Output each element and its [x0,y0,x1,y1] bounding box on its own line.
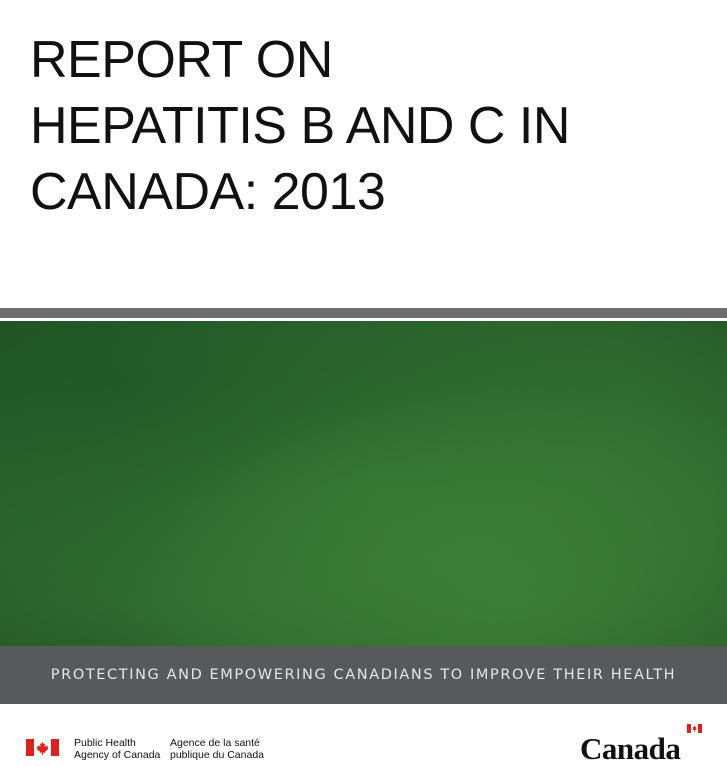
footer [0,704,727,767]
report-title [30,27,720,225]
canada-flag-icon [26,739,59,756]
wordmark-flag-icon [687,724,702,733]
agency-name-english [74,737,160,761]
agency-en-line-2: Agency of Canada [74,749,161,761]
agency-name-french [170,737,264,761]
report-title-line-3: CANADA: 2013 [30,163,386,221]
agency-fr-line-1: Agence de la santé [170,737,260,749]
agency-en-line-1: Public Health [74,737,136,749]
canada-wordmark-text: Canada [580,731,681,766]
report-title-line-2: HEPATITIS B AND C IN [30,97,570,155]
tagline-text: PROTECTING AND EMPOWERING CANADIANS TO IMPROVE THEIR HEALTH [50,667,677,683]
agency-fr-line-2: publique du Canada [170,749,264,761]
green-texture-panel [0,321,727,646]
tagline-bar [0,646,727,704]
canada-wordmark [580,724,704,764]
report-title-line-1: REPORT ON [30,31,333,89]
